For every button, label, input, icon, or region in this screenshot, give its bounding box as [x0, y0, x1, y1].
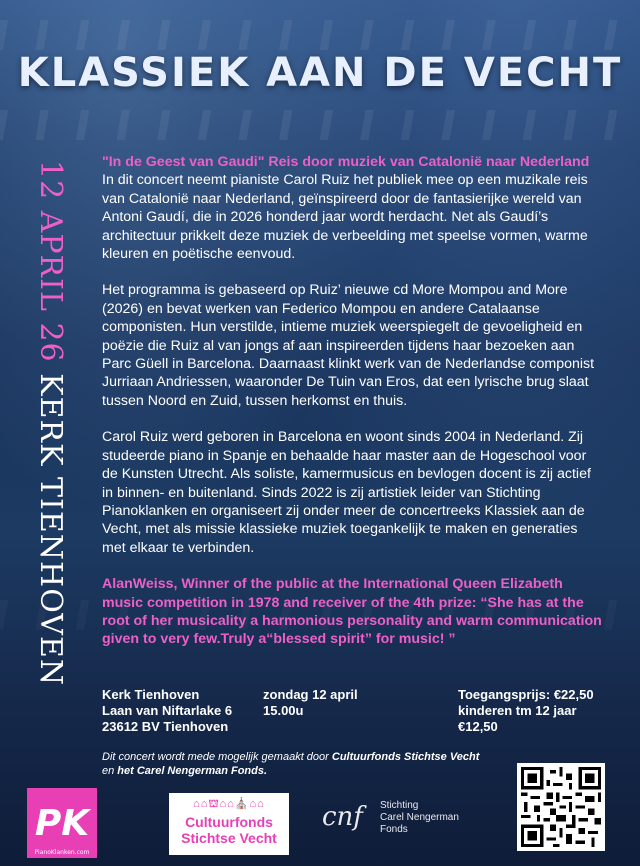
- event-datetime: zondag 12 april 15.00u: [263, 687, 358, 718]
- vertical-venue: KERK TIENHOVEN: [33, 373, 68, 687]
- poster-title: KLASSIEK AAN DE VECHT: [17, 50, 623, 96]
- program-paragraph: Het programma is gebaseerd op Ruiz’ nieuwe cd More Mompou and More (2026) en bevat werken van Federico Mompou en andere Catalaanse componisten. Hun verstilde, intieme muziek weerspiegelt de gevoeligheid en poëzie die Ruiz al van jongs af aan inspireerden tijdens haar bezoeken aan Parc Güell in Barcelona. Daarnaast klinkt werk van de Nederlandse componist Jurriaan Andriessen, waaronder De Tuin van Eros, dat een lyrische brug slaat tussen Noord en Zuid, tussen herkomst en thuis.: [102, 282, 595, 409]
- pianoklanken-logo: PK PianoKlanken.com: [27, 788, 97, 858]
- sponsor-credit: Dit concert wordt mede mogelijk gemaakt door Cultuurfonds Stichtse Vecht en het Carel Nengerman Fonds.: [102, 751, 480, 777]
- ticket-prices: Toegangsprijs: €22,50 kinderen tm 12 jaar €12,50: [458, 687, 594, 734]
- logo-strip: PK PianoKlanken.com ⌂⌂⛫⌂⌂⛪⌂⌂ Cultuurfonds Stichtse Vecht cnf Stichting Carel Nengerman Fonds: [0, 785, 640, 866]
- quote-paragraph: AlanWeiss, Winner of the public at the International Queen Elizabeth music competition in 1978 and receiver of the 4th prize: “She has at the root of her musicality a harmonious personality and warm communication given to very few.Truly a“blessed spirit” for music! ”: [102, 576, 602, 648]
- cultuurfonds-logo: ⌂⌂⛫⌂⌂⛪⌂⌂ Cultuurfonds Stichtse Vecht: [169, 793, 289, 855]
- water-texture: [0, 20, 640, 50]
- body-text: [102, 153, 602, 667]
- event-info: [102, 687, 602, 757]
- skyline-icon: ⌂⌂⛫⌂⌂⛪⌂⌂: [193, 798, 265, 810]
- intro-paragraph: [102, 153, 602, 263]
- vertical-date: 12 APRIL 26: [33, 160, 68, 363]
- concert-heading: "In de Geest van Gaudi" Reis door muziek van Catalonië naar Nederland: [102, 154, 590, 170]
- water-texture: [0, 110, 640, 140]
- bio-paragraph: Carol Ruiz werd geboren in Barcelona en woont sinds 2004 in Nederland. Zij studeerde piano in Spanje en behaalde haar master aan de Hogeschool voor de Kunsten Utrecht. Als soliste, kamermusicus en bevlogen docent is zij actief in binnen- en buitenland. Sinds 2022 is zij artistiek leider van Stichting Pianoklanken en organiseert zij onder meer de concertreeks Klassiek aan de Vecht, met als missie klassieke muziek toegankelijk te maken en generaties met elkaar te verbinden.: [102, 429, 591, 556]
- vertical-banner: [30, 160, 70, 720]
- intro-text: In dit concert neemt pianiste Carol Ruiz het publiek mee op een muzikale reis van Catalonië naar Nederland, geïnspireerd door de fantasierijke wereld van Antoni Gaudí, die in 2026 honderd jaar wordt herdacht. Net als Gaudí’s architectuur prikkelt deze muziek de verbeelding met speelse vormen, warme kleuren en poëtische eenvoud.: [102, 172, 588, 263]
- venue-address: Kerk Tienhoven Laan van Niftarlake 6 23612 BV Tienhoven: [102, 687, 233, 734]
- qr-code-icon[interactable]: [517, 763, 605, 851]
